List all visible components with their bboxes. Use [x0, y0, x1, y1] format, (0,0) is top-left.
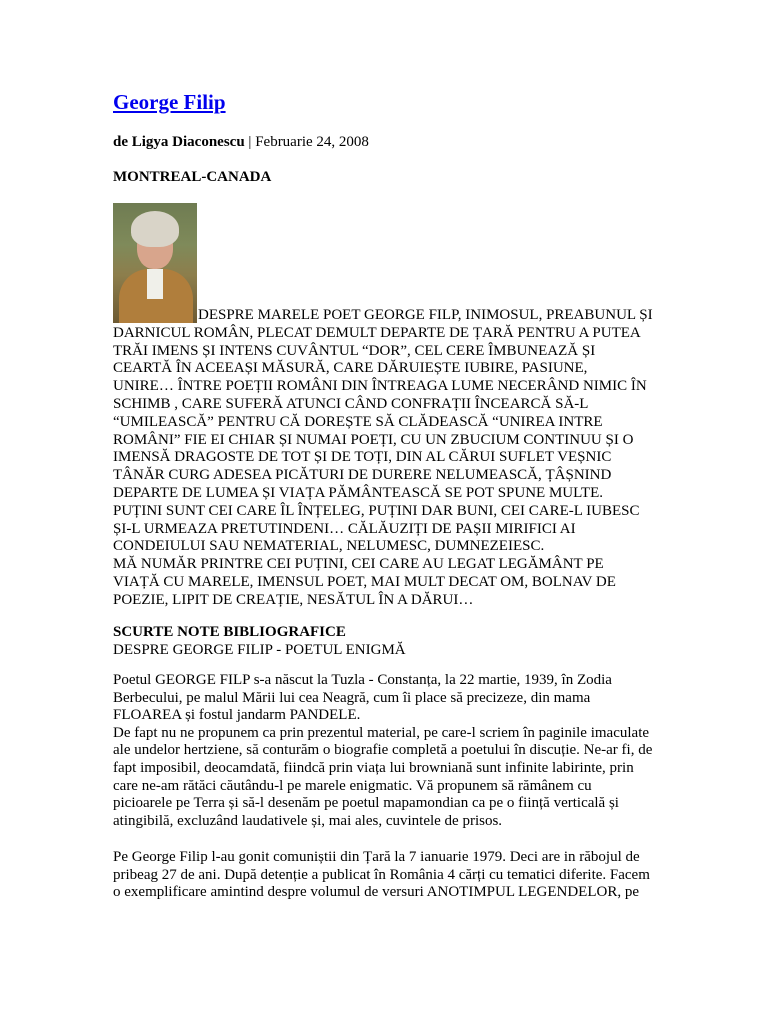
- text-line: UNIRE… ÎNTRE POEȚII ROMÂNI DIN ÎNTREAGA LUME NECERÂND NIMIC ÎN: [113, 378, 647, 395]
- section-heading-block: [113, 623, 406, 659]
- article-title-link[interactable]: George Filip: [113, 90, 226, 114]
- text-line: CONDEIULUI SAU NEMATERIAL, NELUMESC, DUMNEZEIESC.: [113, 538, 545, 555]
- text-line: IMENSĂ DRAGOSTE DE TOT ȘI DE TOȚI, DIN AL CĂRUI SUFLET VEȘNIC: [113, 449, 612, 466]
- text-line: picioarele pe Terra și să-l desenăm pe poetul mapamondian ca pe o ființă verticală și: [113, 795, 619, 812]
- text-line: “UMILEASCĂ” PENTRU CĂ DOREȘTE SĂ CLĂDEASCĂ “UNIREA INTRE: [113, 413, 603, 430]
- byline-separator: |: [244, 134, 256, 150]
- text-line: fapt imposibil, deocamdată, fiindcă prin viața lui browniană sunt infinite labirinte, prin: [113, 759, 634, 776]
- author-photo: [113, 203, 197, 323]
- section-subheading: DESPRE GEORGE FILIP - POETUL ENIGMĂ: [113, 642, 406, 658]
- text-line: CEARTĂ ÎN ACEEAȘI MĂSURĂ, CARE DĂRUIEȘTE IUBIRE, PASIUNE,: [113, 360, 588, 377]
- byline: [113, 134, 369, 151]
- text-line: atingibilă, excluzând laudativele și, mai ales, cuvintele de prisos.: [113, 812, 503, 829]
- author: de Ligya Diaconescu: [113, 134, 245, 150]
- publish-date: Februarie 24, 2008: [255, 134, 369, 150]
- text-line: SCHIMB , CARE SUFERĂ ATUNCI CÂND CONFRAȚII ÎNCEARCĂ SĂ-L: [113, 395, 589, 412]
- text-line: Berbecului, pe malul Mării lui cea Neagră, cum îi place să precizeze, din mama: [113, 689, 591, 706]
- text-line: TRĂI IMENS ȘI INTENS CUVÂNTUL “DOR”, CEL CERE ÎMBUNEAZĂ ȘI: [113, 342, 596, 359]
- bio-paragraph: [113, 672, 652, 830]
- text-line: MĂ NUMĂR PRINTRE CEI PUȚINI, CEI CARE AU LEGAT LEGĂMÂNT PE: [113, 556, 604, 573]
- text-line: ROMÂNI” FIE EI CHIAR ȘI NUMAI POEȚI, CU UN ZBUCIUM CONTINUU ȘI O: [113, 431, 634, 448]
- text-line: VIAȚĂ CU MARELE, IMENSUL POET, MAI MULT DECAT OM, BOLNAV DE: [113, 573, 616, 590]
- text-line: POEZIE, LIPIT DE CREAȚIE, NESĂTUL ÎN A DĂRUI…: [113, 591, 474, 608]
- text-line: care ne-am rătăci căutându-l pe marele enigmatic. Vă propunem să rămânem cu: [113, 777, 592, 794]
- text-line: Pe George Filip l-au gonit comuniștii din Țară la 7 ianuarie 1979. Deci are in răbojul de: [113, 849, 640, 865]
- text-line: pribeag 27 de ani. După detenție a publicat în România 4 cărți cu tematici diferite. Facem: [113, 866, 650, 883]
- exile-paragraph: [113, 849, 650, 902]
- intro-paragraph: [113, 307, 658, 610]
- section-heading: SCURTE NOTE BIBLIOGRAFICE: [113, 624, 346, 640]
- text-line: Poetul GEORGE FILP s-a născut la Tuzla - Constanța, la 22 martie, 1939, în Zodia: [113, 672, 612, 688]
- text-line: PUȚINI SUNT CEI CARE ÎL ÎNȚELEG, PUȚINI DAR BUNI, CEI CARE-L IUBESC: [113, 502, 640, 519]
- text-line: FLOAREA și fostul jandarm PANDELE.: [113, 707, 361, 724]
- text-line: ȘI-L URMEAZA PRETUTINDENI… CĂLĂUZIȚI DE PAȘII MIRIFICI AI: [113, 520, 576, 537]
- text-line: De fapt nu ne propunem ca prin prezentul material, pe care-l scriem în paginile imaculate: [113, 724, 650, 741]
- text-line: DARNICUL ROMÂN, PLECAT DEMULT DEPARTE DE ȚARĂ PENTRU A PUTEA: [113, 324, 641, 341]
- text-line: ale undelor hertziene, să conturăm o biografie completă a poetului în discuție. Ne-ar fi, de: [113, 742, 653, 759]
- text-line: DEPARTE DE LUMEA ȘI VIAȚA PĂMÂNTEASCĂ SE POT SPUNE MULTE.: [113, 484, 603, 501]
- text-line: TÂNĂR CURG ADESEA PICĂTURI DE DURERE NELUMEASCĂ, ȚÂȘNIND: [113, 467, 612, 484]
- text-line: o exemplificare amintind despre volumul de versuri ANOTIMPUL LEGENDELOR, pe: [113, 884, 639, 901]
- location: MONTREAL-CANADA: [113, 169, 272, 185]
- text-line: DESPRE MARELE POET GEORGE FILP, INIMOSUL, PREABUNUL ȘI: [198, 307, 653, 323]
